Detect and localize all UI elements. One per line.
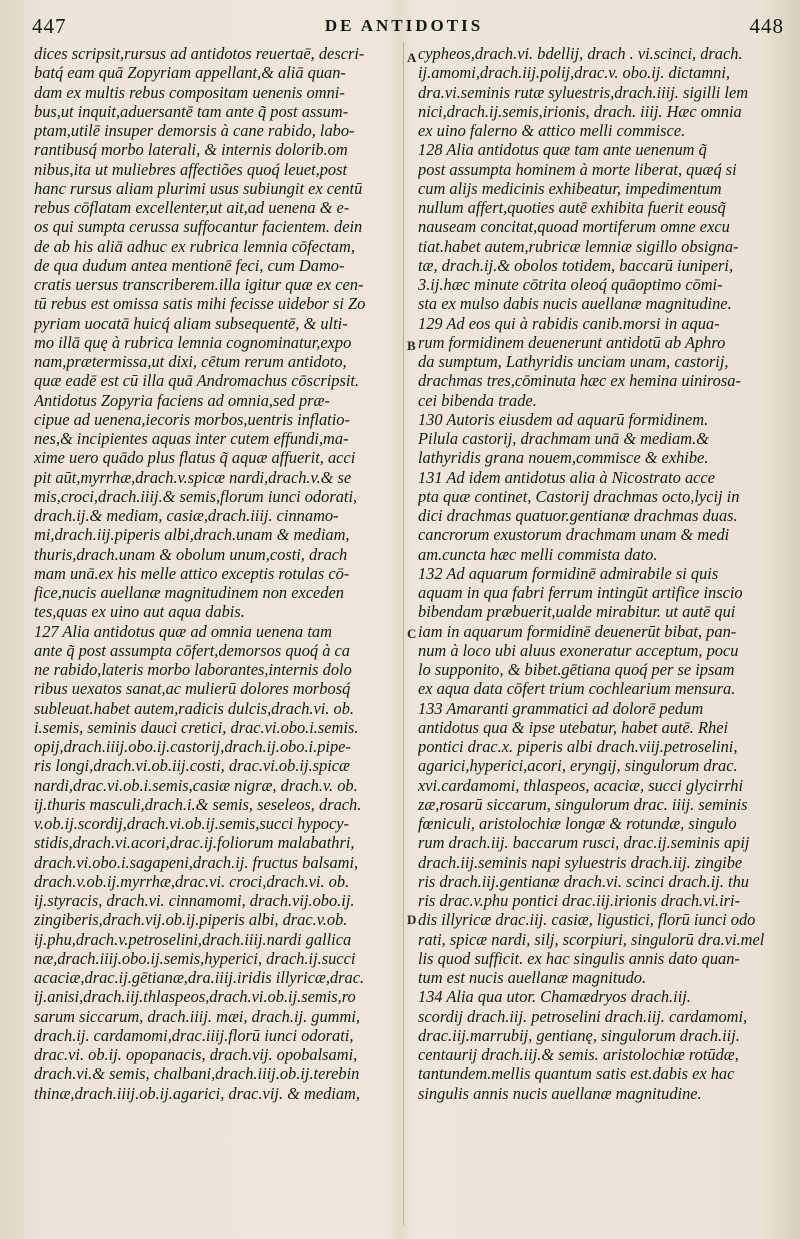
right-column-line: singulis annis nucis auellanæ magnitudine. [418, 1083, 702, 1103]
left-column-line: ij.phu,drach.v.petroselini,drach.iiij.nardi gallica [34, 929, 352, 949]
right-column-line: nauseam concitat,quoad mortiferum omne excu [418, 217, 730, 237]
left-column-line: ribus uexatos sanat,ac mulierū dolores morbosq́ [34, 679, 351, 699]
right-column-line: ij.amomi,drach.iij.polij,drac.v. obo.ij. dictamni, [418, 63, 731, 83]
left-column-line: ne rabido,lateris morbo laborantes,internis dolo [34, 660, 352, 679]
left-column-line: rantibusq́ morbo laterali, & internis dolorib.om [34, 140, 348, 160]
left-column-line: nam,prætermissa,ut dixi, cētum rerum antidoto, [34, 352, 347, 371]
margin-marker-d: D [407, 912, 417, 927]
right-column-line: xvi.cardamomi, thlaspeos, acaciæ, succi glycirrhi [418, 775, 744, 795]
right-column-line: ex uino falerno & attico melli commisce. [418, 121, 686, 140]
right-column-line: dra.vi.seminis rutæ syluestris,drach.iiij. sigilli lem [418, 82, 749, 102]
left-column-line: drach.v.ob.ij.myrrhæ,drac.vi. croci,drach.vi. ob. [34, 871, 350, 891]
left-column-line: fice,nucis auellanæ magnitudinem non exceden [34, 583, 344, 602]
right-column-line: lathyridis grana nouem,commisce & exhibe. [418, 448, 709, 468]
left-column-line: opij,drach.iiij.obo.ij.castorij,drach.ij.obo.i.pipe- [34, 737, 351, 756]
left-column-line: v.ob.ij.scordij,drach.vi.ob.ij.semis,succi hypocy- [34, 814, 349, 833]
right-column-line: nici,drach.ij.semis,irionis, drach. iiij. Hæc omnia [418, 101, 742, 121]
margin-marker-c: C [407, 626, 417, 641]
left-column-line: drach.ij.& mediam, casiæ,drach.iiij. cinnamo- [34, 506, 339, 525]
left-column-line: stidis,drach.vi.acori,drac.ij.foliorum malabathri, [34, 833, 355, 853]
left-column-line: hanc rursus aliam plurimi usus subiungit ex centū [34, 178, 363, 198]
left-text-column [34, 44, 398, 1103]
right-column-line: ex aqua data cōfert trium cochlearium mensura. [418, 679, 736, 699]
left-column-line: bus,ut inquit,aduersantē tam ante q̃ post assum- [34, 101, 349, 121]
right-column-line: lo supponito, & bibet.gētiana quoq́ per se ipsam [418, 660, 735, 679]
right-column-line: tantundem.mellis quantum satis est.dabis ex hac [418, 1064, 735, 1084]
left-column-line: ij.styracis, drach.vi. cinnamomi, drach.vij.obo.ij. [34, 891, 355, 910]
right-column-line: rati, spicæ nardi, silj, scorpiuri, singulorū dra.vi.mel [418, 929, 765, 949]
left-column-line: tū rebus est omissa satis mihi fecisse uidebor si Zo [34, 294, 366, 314]
right-column-line: 134 Alia qua utor. Chamædryos drach.iij. [418, 987, 691, 1007]
left-column-line: mi,drach.iij.piperis albi,drach.unam & mediam, [34, 525, 350, 545]
right-column-line: tum est nucis auellanæ magnitudo. [418, 968, 647, 987]
right-column-line: 131 Ad idem antidotus alia à Nicostrato acce [418, 467, 715, 487]
right-column-line: ris drac.v.phu pontici drac.iij.irionis drach.vi.iri- [418, 891, 741, 910]
right-column-line: dici drachmas quatuor.gentianæ drachmas duas. [418, 506, 738, 525]
left-column-line: pit aūt,myrrhæ,drach.v.spicæ nardi,drach.v.& se [34, 467, 352, 487]
left-column-line: drach.ij. cardamomi,drac.iiij.florū iunci odorati, [34, 1025, 354, 1045]
left-column-line: tes,quas ex uino aut aqua dabis. [34, 602, 245, 622]
left-column-line: subleuat.habet autem,radicis dulcis,drach.vi. ob. [34, 698, 355, 718]
left-column-line: i.semis, seminis dauci cretici, drac.vi.obo.i.semis. [34, 717, 359, 737]
right-column-line: pta quæ continet, Castorij drachmas octo,lycij in [418, 486, 740, 506]
column-gutter [403, 42, 404, 1225]
left-column-line: nibus,ita ut muliebres affectiões quoq́ leuet,post [34, 159, 348, 179]
right-column-line: cum alijs medicinis exhibeatur, impedimentum [418, 178, 722, 198]
right-column-line: tæ, drach.ij.& obolos totidem, baccarū iuniperi, [418, 255, 734, 275]
right-column-line: rum drach.iij. baccarum rusci, drac.ij.seminis apij [418, 833, 750, 853]
right-column-line: cancrorum exustorum drachmam unam & medi [418, 525, 730, 545]
left-column-line: cipue ad uenena,iecoris morbos,uentris inflatio- [34, 409, 350, 429]
left-column-line: pyriam uocatā huicq́ aliam subsequentē, & ulti- [34, 313, 348, 333]
right-column-line: 129 Ad eos qui à rabidis canib.morsi in aqua- [418, 313, 720, 333]
right-column-line: scordij drach.iij. petroselini drach.iij. cardamomi, [418, 1006, 748, 1026]
left-column-line: thuris,drach.unam & obolum unum,costi, drach [34, 544, 348, 564]
right-column-line: 132 Ad aquarum formidinē admirabile si quis [418, 563, 719, 583]
margin-marker-a: A [407, 50, 417, 65]
left-column-line: ante q̃ post assumpta cōfert,demorsos quoq́ à ca [34, 640, 350, 660]
left-column-line: Antidotus Zopyria faciens ad omnia,sed præ- [34, 390, 330, 410]
running-title: DE ANTIDOTIS [324, 16, 484, 35]
right-column-line: antidotus qua & ipse utebatur, habet autē. Rhei [418, 717, 729, 737]
right-column-line: pontici drac.x. piperis albi drach.viij.petroselini, [418, 737, 738, 756]
left-column-line: mam unā.ex his melle attico exceptis rotulas cō- [34, 563, 350, 583]
right-column-line: 133 Amaranti grammatici ad dolorē pedum [418, 698, 704, 718]
right-column-line: da sumptum, Lathyridis unciam unam, castorij, [418, 352, 729, 371]
right-column-line: fœniculi, aristolochiæ longæ & rotundæ, singulo [418, 814, 737, 833]
left-column-line: thinæ,drach.iiij.ob.ij.agarici, drac.vij. & mediam, [34, 1083, 360, 1103]
right-column-line: cypheos,drach.vi. bdellij, drach . vi.scinci, drach. [418, 44, 743, 63]
right-page-number: 448 [749, 14, 784, 38]
right-column-line: am.cuncta hæc melli commista dato. [418, 544, 658, 564]
right-column-line: iam in aquarum formidinē deuenerūt bibat, pan- [418, 621, 737, 641]
right-column-line: tiat.habet autem,rubricæ lemniæ sigillo obsigna- [418, 236, 739, 256]
right-column-line: lis quod sufficit. ex hac singulis annis dato quan- [418, 948, 740, 968]
left-column-line: næ,drach.iiij.obo.ij.semis,hyperici, drach.ij.succi [34, 948, 356, 968]
right-column-line: drachmas tres,cōminuta hæc ex hemina uinirosa- [418, 371, 741, 391]
left-column-line: ij.thuris masculi,drach.i.& semis, seseleos, drach. [34, 794, 362, 814]
right-column-line: dis illyricæ drac.iij. casiæ, ligustici, florū iunci odo [418, 910, 756, 930]
right-column-line: rum formidinem deuenerunt antidotū ab Aphro [418, 332, 726, 352]
margin-marker-b: B [407, 338, 416, 353]
right-column-line: aquam in qua fabri ferrum intingūt artifice inscio [418, 583, 743, 602]
right-column-line: post assumpta hominem à morte liberat, quæq́ si [418, 159, 737, 179]
left-column-line: drach.vi.& semis, chalbani,drach.iiij.ob.ij.terebin [34, 1064, 360, 1084]
right-column-line: Pilula castorij, drachmam unā & mediam.& [418, 429, 709, 448]
left-column-line: mo illā quę à rubrica lemnia cognominatur,expo [34, 332, 352, 352]
left-column-line: cratis uersus transcriberem.illa igitur quæ ex cen- [34, 275, 364, 294]
left-column-line: 127 Alia antidotus quæ ad omnia uenena tam [34, 621, 332, 641]
left-column-line: dices scripsit,rursus ad antidotos reuertaē, descri- [34, 44, 365, 63]
left-column-line: rebus cōflatam excellenter,ut ait,ad uenena & e- [34, 198, 350, 217]
right-column-line: 128 Alia antidotus quæ tam ante uenenum q̃ [418, 140, 707, 160]
left-column-line: drach.vi.obo.i.sagapeni,drach.ij. fructus balsami, [34, 852, 359, 872]
left-column-line: de qua dudum antea mentionē feci, cum Damo- [34, 255, 345, 275]
right-column-line: agarici,hyperici,acori, eryngij, singulorum drac. [418, 756, 738, 776]
left-column-line: xime uero quādo plus flatus q̃ aquæ affuerit, acci [34, 448, 356, 468]
right-column-line: drac.iij.marrubij, gentianę, singulorum drach.iij. [418, 1025, 740, 1045]
right-column-line: drach.iij.seminis napi syluestris drach.iij. zingibe [418, 852, 743, 872]
right-column-line: nullum affert,quoties autē exhibita fuerit eousq̃ [418, 198, 726, 217]
left-column-line: de ab his aliā adhuc ex rubrica lemnia cōfectam, [34, 236, 355, 256]
left-column-line: nardi,drac.vi.ob.i.semis,casiæ nigræ, drach.v. ob. [34, 775, 358, 795]
right-text-column [418, 44, 776, 1103]
right-column-line: centaurij drach.iij.& semis. aristolochiæ rotūdæ, [418, 1045, 739, 1064]
right-column-line: ris drach.iij.gentianæ drach.vi. scinci drach.ij. thu [418, 871, 749, 891]
right-column-line: 130 Autoris eiusdem ad aquarū formidinem. [418, 409, 709, 429]
left-column-line: ptam,utilē insuper demorsis à cane rabido, labo- [34, 121, 355, 140]
left-column-line: ij.anisi,drach.iij.thlaspeos,drach.vi.ob.ij.semis,ro [34, 987, 356, 1007]
left-page-number: 447 [32, 14, 67, 38]
right-column-line: zæ,rosarū siccarum, singulorum drac. iiij. seminis [418, 794, 748, 814]
left-column-line: mis,croci,drach.iiij.& semis,florum iunci odorati, [34, 486, 358, 506]
left-column-line: acaciæ,drac.ij.gētianæ,dra.iiij.iridis illyricæ,drac. [34, 968, 365, 987]
right-column-line: cei bibenda trade. [418, 390, 537, 410]
right-column-line: sta ex mulso dabis nucis auellanæ magnitudine. [418, 294, 732, 314]
left-column-line: zingiberis,drach.vij.ob.ij.piperis albi, drac.v.ob. [34, 910, 348, 930]
right-column-line: num à loco ubi aluus exoneratur acceptum, pocu [418, 640, 739, 660]
running-header [20, 14, 788, 40]
right-column-line: bibendam præbuerit,ualde mirabitur. ut autē qui [418, 602, 736, 622]
left-column-line: sarum siccarum, drach.iiij. mæi, drach.ij. gummi, [34, 1006, 360, 1026]
left-column-line: dam ex multis rebus compositam uenenis omni- [34, 82, 345, 102]
left-column-line: drac.vi. ob.ij. opopanacis, drach.vij. opobalsami, [34, 1045, 358, 1064]
left-column-line: ris longi,drach.vi.ob.iij.costi, drac.vi.ob.ij.spicæ [34, 756, 350, 776]
left-column-line: os qui sumpta cerussa suffocantur facientem. dein [34, 217, 363, 237]
right-column-line: 3.ij.hæc minute cōtrita oleoq́ quāoptimo cōmi- [418, 275, 723, 294]
left-column-line: batq́ eam quā Zopyriam appellant,& aliā quan- [34, 63, 346, 83]
left-column-line: nes,& incipientes aquas inter cutem effundi,ma- [34, 429, 349, 448]
left-column-line: quæ eadē est cū illa quā Andromachus cōscripsit. [34, 371, 360, 391]
